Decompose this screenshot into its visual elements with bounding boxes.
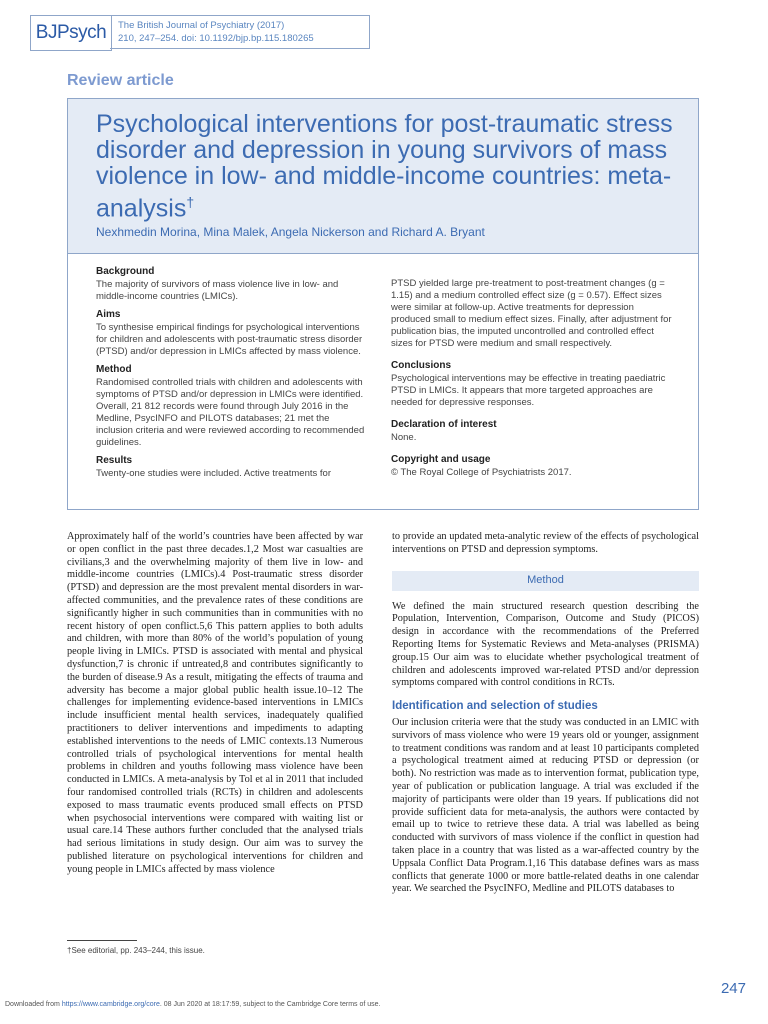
abstract-right-column (391, 277, 673, 479)
aims-text: To synthesise empirical findings for psychological interventions for children and adolescents with post-traumatic stress disorder (PTSD) and/or depression in LMICs affected by mass violence. (96, 322, 363, 357)
body-left-column (67, 531, 363, 877)
declaration-heading: Declaration of interest (391, 419, 497, 430)
page-number: 247 (720, 980, 746, 997)
title-footnote-mark: † (186, 194, 195, 210)
results-text-start: Twenty-one studies were included. Active treatments for (96, 468, 331, 479)
method-paragraph: We defined the main structured research question describing the Population, Intervention, Comparison, Outcome and Study (PICOS) design in accordance with the recommendations of the Preferred Reporting Items for Systematic Reviews and Meta-analyses (PRISMA) group.15 Our aim was to elucidate whether psychological treatment of children and adolescents improved war-related PTSD and/or depression symptoms compared with control conditions in RCTs. (392, 600, 699, 689)
aims-heading: Aims (96, 309, 121, 320)
copyright-text: © The Royal College of Psychiatrists 2017. (391, 467, 572, 478)
body-right-column (392, 531, 699, 896)
selection-paragraph: Our inclusion criteria were that the study was conducted in an LMIC with survivors of mass violence who were 19 years old or younger, assignment to treatment conditions was random and at least 10 participants completed a psychological treatment aimed at reducing PTSD or depression (or both). No restriction was made as to intervention format, publication type, year of publication or publication language. A trial was excluded if the majority of participants were older than 19 years. If publications did not provide sufficient data for meta-analysis, the authors were contacted by email up to twice to retrieve these data. A trial was labelled as being conducted with survivors of mass violence if the conflict in question had taken place in a country that was listed as a war-affected country by the Uppsala Conflict Data Program.1,16 This database defines wars as mass conflicts that generate 1000 or more battle-related deaths in one calendar year. We searched the PsycINFO, Medline and PILOTS databases to (392, 716, 699, 895)
results-text-cont: PTSD yielded large pre-treatment to post-treatment changes (g = 1.15) and a medium controlled effect size (g = 0.57). Effect sizes were similar at follow-up. Active treatments for depression produced small to medium effect sizes. Finally, after adjustment for publication bias, the imputed uncontrolled and controlled effect sizes for PTSD were medium and small respectively. (391, 278, 672, 349)
method-heading: Method (96, 364, 132, 375)
journal-line-1: The British Journal of Psychiatry (2017) (118, 20, 285, 31)
subsection-heading: Identification and selection of studies (392, 700, 598, 713)
footnote-divider (67, 940, 137, 941)
abstract-left-column (96, 266, 366, 480)
intro-paragraph-cont: to provide an updated meta-analytic review of the effects of psychological interventions on PTSD and depression symptoms. (392, 531, 699, 555)
method-section-heading (392, 571, 699, 591)
logo-text: BJPsych (35, 22, 107, 43)
journal-line-2: 210, 247–254. doi: 10.1192/bjp.bp.115.180265 (118, 33, 314, 44)
footnote: †See editorial, pp. 243–244, this issue. (67, 946, 205, 955)
intro-paragraph: Approximately half of the world’s countries have been affected by war or open conflict in the past three decades.1,2 Most war casualties are civilians,3 and the overwhelming majority of them live in low- and middle-income countries (LMICs).4 Post-traumatic stress disorder (PTSD) and depression are the most prevalent mental disorders in war-affected communities, and the prevalence rates of these conditions are significantly higher in such communities than in communities with no recent history of open conflict.5,6 This pattern applies to both adults and children, with more than 80% of the world’s population of young people living in LMICs. PTSD is associated with mental and physical dysfunction,7 is chronic if untreated,8 and contributes significantly to the burden of disease.9 As a result, mitigating the effects of trauma and adversity has become a major global public health issue.10–12 The challenges for implementing evidence-based interventions in LMICs include insufficient mental health services, inadequately qualified practitioners to deliver interventions and impediments to adapting established interventions to the needs of LMIC contexts.13 Numerous controlled trials of psychological interventions for mental health problems in children and youths following mass violence have been conducted in LMICs. A meta-analysis by Tol et al in 2011 that included four randomised controlled trials (RCTs) in children and adolescents exposed to mass traumatic events produced small effects on PTSD when psychosocial interventions were compared with waiting list or usual care.14 These authors further concluded that the analysed trials had serious limitations in study design. Our aim was to survey the published literature on psychological interventions for children and young people in LMICs affected by mass violence (67, 531, 363, 875)
article-type: Review article (67, 72, 174, 89)
journal-logo (30, 15, 112, 51)
method-text: Randomised controlled trials with children and adolescents with symptoms of PTSD and/or depression in LMICs were identified. Overall, 21 812 records were found through July 2016 in the Medline, PsycINFO and PILOTS databases; 21 met the inclusion criteria and were reviewed according to recommended guidelines. (96, 377, 365, 448)
copyright-heading: Copyright and usage (391, 454, 491, 465)
conclusions-heading: Conclusions (391, 360, 452, 371)
title-text: Psychological interventions for post-traumatic stress disorder and depression in young survivors of mass violence in low- and middle-income countries: meta-analysis (96, 110, 673, 223)
declaration-text: None. (391, 432, 417, 443)
background-heading: Background (96, 266, 155, 277)
author-list: Nexhmedin Morina, Mina Malek, Angela Nickerson and Richard A. Bryant (96, 225, 485, 239)
download-notice (5, 1001, 381, 1008)
results-heading: Results (96, 455, 133, 466)
abstract-panel (67, 254, 699, 510)
background-text: The majority of survivors of mass violence live in low- and middle-income countries (LMICs). (96, 279, 339, 302)
method-section-label: Method (527, 574, 564, 587)
download-prefix: Downloaded from (5, 1001, 62, 1008)
conclusions-text: Psychological interventions may be effective in treating paediatric PTSD in LMICs. It appears that more targeted approaches are needed for depressive responses. (391, 373, 666, 408)
article-title (96, 111, 696, 221)
download-link[interactable]: https://www.cambridge.org/core (61, 1001, 160, 1008)
title-panel (67, 98, 699, 254)
journal-citation (110, 15, 370, 49)
download-suffix: . 08 Jun 2020 at 18:17:59, subject to the Cambridge Core terms of use. (159, 1001, 381, 1008)
